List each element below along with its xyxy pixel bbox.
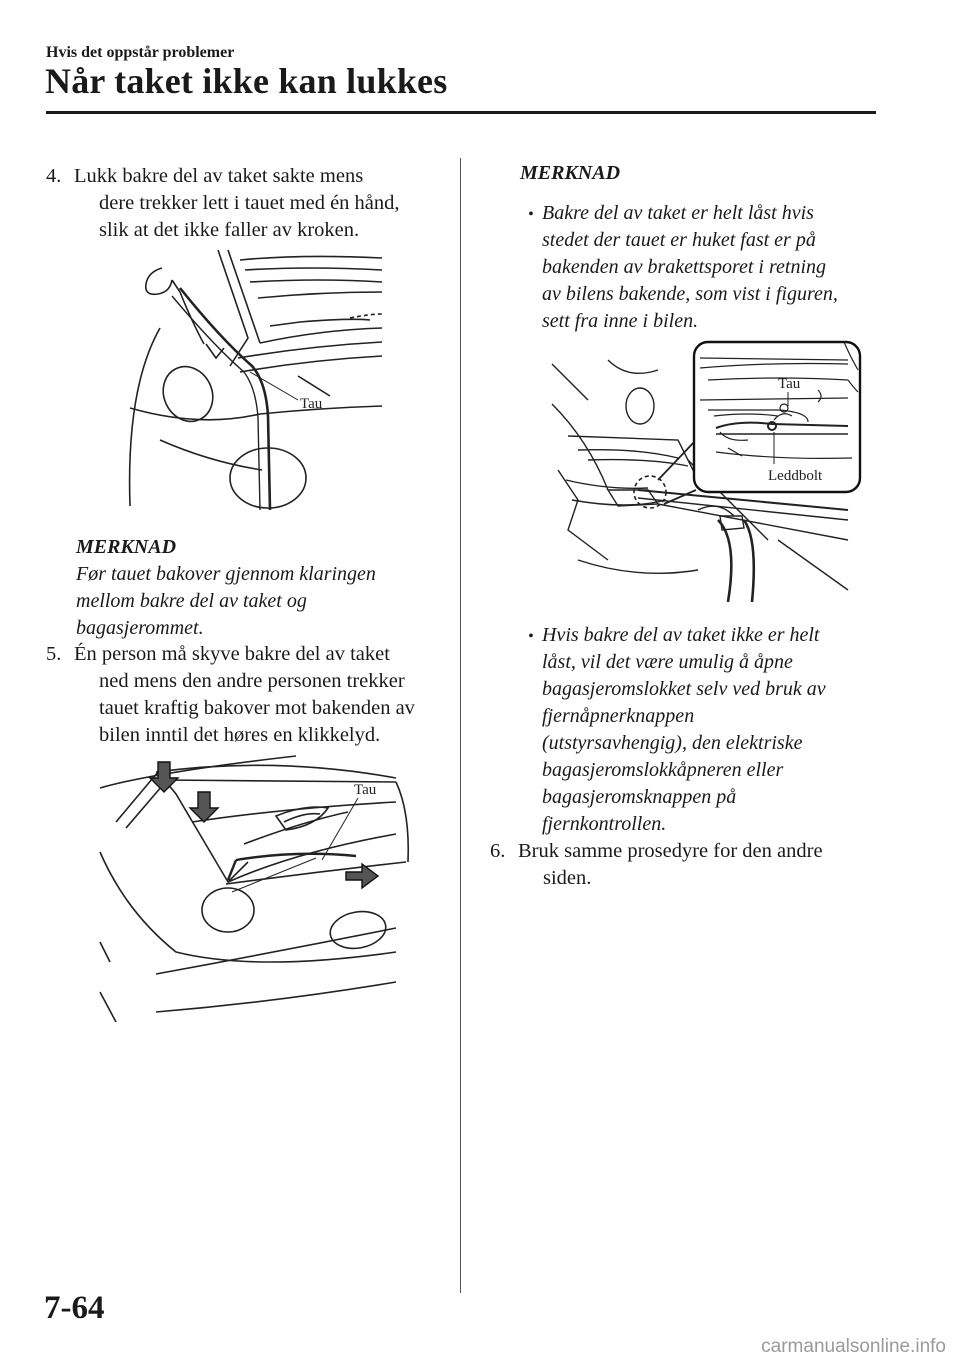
note-line: fjernåpnerknappen [542, 705, 695, 727]
note-line: mellom bakre del av taket og [76, 590, 307, 612]
note-line: sett fra inne i bilen. [542, 310, 699, 332]
step-line: tauet kraftig bakover mot bakenden av [99, 697, 415, 719]
page-title: Når taket ikke kan lukkes [45, 61, 448, 101]
figure-bracket-rail-illustration [548, 340, 864, 602]
note-line: bakenden av brakettsporet i retning [542, 256, 827, 278]
note-heading: MERKNAD [76, 536, 177, 558]
note-bullet-2 [528, 622, 948, 838]
figure-label-tau: Tau [354, 782, 377, 798]
note-line: bagasjeromsknappen på [542, 786, 737, 808]
note-line: låst, vil det være umulig å åpne [542, 651, 793, 673]
note-bullet-1 [528, 200, 948, 335]
note-block-1 [76, 536, 456, 642]
step-6 [490, 838, 930, 892]
step-4 [46, 163, 446, 244]
figure-bracket-rail [548, 340, 864, 602]
step-line: Lukk bakre del av taket sakte mens [74, 165, 364, 187]
inset-label-leddbolt: Leddbolt [768, 468, 823, 484]
step-line: slik at det ikke faller av kroken. [99, 219, 360, 241]
step-line: bilen inntil det høres en klikkelyd. [99, 724, 381, 746]
note-line: stedet der tauet er huket fast er på [542, 229, 816, 251]
step-line: Bruk samme prosedyre for den andre [518, 840, 823, 862]
note-line: bagasjerommet. [76, 617, 204, 639]
figure-label-tau: Tau [300, 396, 323, 412]
note-line: fjernkontrollen. [542, 813, 667, 835]
step-5 [46, 641, 446, 749]
figure-push-roof [96, 752, 416, 1037]
step-number: 5. [46, 643, 62, 665]
note-heading: MERKNAD [520, 162, 621, 184]
note-line: bagasjeromslokket selv ved bruk av [542, 678, 826, 700]
page-number: 7-64 [44, 1290, 105, 1326]
figure-push-roof-illustration [96, 752, 416, 1037]
title-rule [46, 111, 876, 114]
note-line: Hvis bakre del av taket ikke er helt [542, 624, 820, 646]
note-block-2 [520, 162, 940, 185]
breadcrumb: Hvis det oppstår problemer [46, 44, 235, 61]
step-line: ned mens den andre personen trekker [99, 670, 405, 692]
figure-rope-hook-illustration [120, 248, 390, 523]
note-line: Før tauet bakover gjennom klaringen [76, 563, 376, 585]
step-line: dere trekker lett i tauet med én hånd, [99, 192, 400, 214]
note-line: bagasjeromslokkåpneren eller [542, 759, 784, 781]
bullet-icon: • [528, 206, 534, 223]
bullet-icon: • [528, 628, 534, 645]
note-line: Bakre del av taket er helt låst hvis [542, 202, 814, 224]
watermark[interactable]: carmanualsonline.info [761, 1336, 946, 1357]
step-number: 4. [46, 165, 62, 187]
note-line: (utstyrsavhengig), den elektriske [542, 732, 803, 754]
note-line: av bilens bakende, som vist i figuren, [542, 283, 838, 305]
step-line: Én person må skyve bakre del av taket [74, 643, 390, 665]
step-number: 6. [490, 840, 506, 862]
figure-rope-hook [120, 248, 390, 523]
inset-label-tau: Tau [778, 376, 801, 392]
step-line: siden. [543, 867, 592, 889]
column-divider [460, 158, 461, 1293]
